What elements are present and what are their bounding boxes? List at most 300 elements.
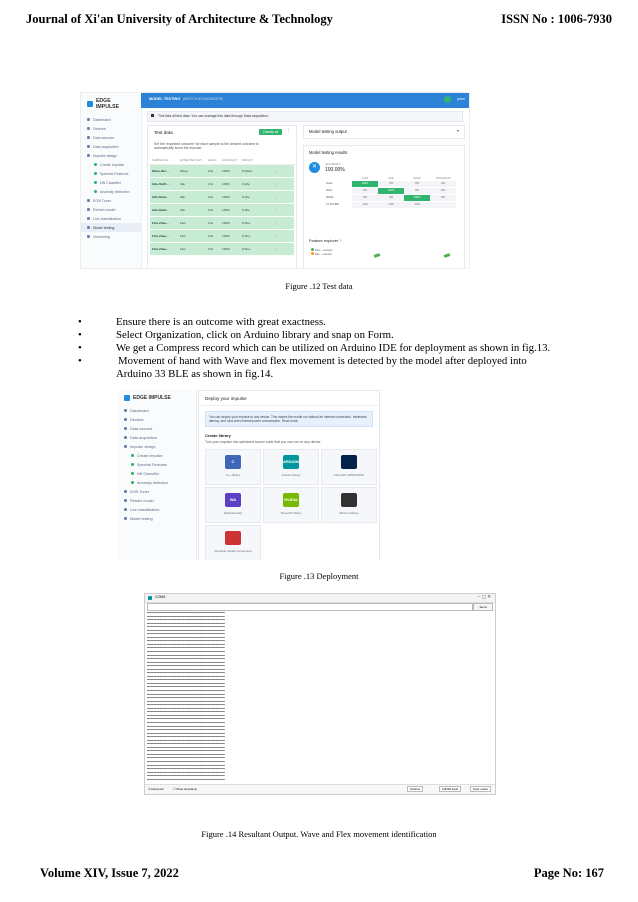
devices-icon	[87, 127, 90, 130]
table-cell: 9 Flex	[242, 233, 251, 238]
matrix-col-label: UNCERTAIN	[435, 177, 451, 180]
row-menu-icon[interactable]: ⋮	[274, 233, 278, 238]
matrix-row	[326, 194, 458, 201]
sidebar-item-live-classification[interactable]	[118, 505, 196, 514]
log-line: ▬▬▬▬▬▬▬▬▬▬▬▬▬▬▬▬▬▬▬▬▬▬▬▬▬▬▬▬▬▬▬▬▬▬▬▬▬▬▬▬▬▬▬▬▬▬▬▬▬▬	[147, 738, 225, 742]
avatar[interactable]	[444, 96, 451, 103]
checkbox-icon	[151, 114, 154, 117]
log-line: ▬▬▬▬▬▬▬▬▬▬▬▬▬▬▬▬▬▬▬▬▬▬▬▬▬▬▬▬▬▬▬▬▬▬▬▬▬▬▬▬▬▬▬▬▬▬▬▬▬▬	[147, 713, 225, 717]
page-title: MODEL TESTING	[149, 97, 181, 101]
table-row[interactable]	[150, 165, 294, 178]
accuracy-label: ACCURACY	[325, 162, 341, 166]
live-classification-icon	[87, 217, 90, 220]
list-item: • Movement of hand with Wave and flex movement is detected by the model after deployed into	[78, 355, 527, 367]
column-header: SAMPLE NA...	[152, 157, 171, 162]
chevron-down-icon[interactable]: ▾	[456, 128, 459, 133]
table-cell: 100%	[222, 194, 230, 199]
row-menu-icon[interactable]: ⋮	[274, 168, 278, 173]
sidebar-item-label: Data acquisition	[93, 144, 119, 149]
matrix-col-label: IDLE	[388, 177, 394, 180]
line-ending-select[interactable]: Newline	[407, 786, 423, 792]
table-cell: 9 Idle	[242, 194, 250, 199]
sidebar-item-label: Data sources	[130, 426, 153, 431]
table-cell: 9 Flex	[242, 246, 251, 251]
sidebar-item-impulse-design[interactable]	[81, 151, 141, 160]
sidebar-item-label: Model testing	[93, 225, 115, 230]
info-box: You can deploy your impulse to any device. This makes the model run without an internet connection, minimizes latency, and runs with minimal power consumption. Read more.	[205, 411, 373, 427]
sidebar-item-dashboard[interactable]	[81, 115, 141, 124]
card-title: Test data	[154, 130, 173, 135]
library-tile-c-library[interactable]	[205, 449, 261, 485]
page-footer	[40, 866, 604, 881]
dashboard-icon	[87, 118, 90, 121]
ethos-u-library-icon	[341, 493, 357, 507]
versioning-icon	[87, 235, 90, 238]
sidebar-item-label: Create impulse	[137, 453, 163, 458]
window-title: COM3	[155, 595, 166, 599]
library-tile-cube-mx-cmsis-pack[interactable]	[321, 449, 377, 485]
table-cell: 9 Idle	[242, 181, 250, 186]
matrix-cell: 100%	[404, 195, 430, 201]
matrix-cell: 0%	[430, 188, 456, 194]
sidebar-item-label: Live classification	[93, 216, 121, 221]
data-sources-icon	[87, 136, 90, 139]
sidebar-item-label: Dashboard	[130, 408, 149, 413]
matrix-row-label: WAVE	[326, 195, 334, 199]
log-line: ▬▬▬▬▬▬▬▬▬▬▬▬▬▬▬▬▬▬▬▬▬▬▬▬▬▬▬▬▬▬▬▬▬▬▬▬▬▬▬▬▬▬▬▬▬▬▬▬▬▬	[147, 696, 225, 700]
baud-select[interactable]: 115200 baud	[439, 786, 461, 792]
log-line: ▬▬▬▬▬▬▬▬▬▬▬▬▬▬▬▬▬▬▬▬▬▬▬▬▬▬▬▬▬▬▬▬▬▬▬▬▬▬▬▬▬▬▬▬▬▬▬▬▬▬	[147, 681, 225, 685]
test-data-table	[148, 156, 296, 256]
sidebar-item-devices[interactable]	[118, 415, 196, 424]
serial-output	[147, 611, 493, 784]
table-cell: Flex.2bae...	[152, 233, 169, 238]
tile-label: Cube.MX CMSIS-PACK	[333, 473, 365, 478]
confusion-matrix	[326, 177, 458, 208]
matrix-cell: 1.00	[378, 202, 404, 208]
volume-issue: Volume XIV, Issue 7, 2022	[40, 866, 179, 880]
library-tile-webassembly[interactable]	[205, 487, 261, 523]
log-line: ▬▬▬▬▬▬▬▬▬▬▬▬▬▬▬▬▬▬▬▬▬▬▬▬▬▬▬▬▬▬▬▬▬▬▬▬▬▬▬▬▬▬▬▬▬▬▬▬▬▬	[147, 621, 225, 625]
table-cell: Wave.2bc...	[152, 168, 169, 173]
sidebar-item-spectral-features[interactable]	[118, 460, 196, 469]
log-line: ▬▬▬▬▬▬▬▬▬▬▬▬▬▬▬▬▬▬▬▬▬▬▬▬▬▬▬▬▬▬▬▬▬▬▬▬▬▬▬▬▬▬▬▬▬▬▬▬▬▬	[147, 699, 225, 703]
log-line: ▬▬▬▬▬▬▬▬▬▬▬▬▬▬▬▬▬▬▬▬▬▬▬▬▬▬▬▬▬▬▬▬▬▬▬▬▬▬▬▬▬▬▬▬▬▬▬▬▬▬	[147, 674, 225, 678]
list-item: • We get a Compress record which can be utilized on Arduino IDE for deployment as shown in fig.13.	[78, 342, 551, 354]
matrix-cell: 0%	[352, 188, 378, 194]
library-tile-ethos-u-library[interactable]	[321, 487, 377, 523]
deploy-panel	[198, 390, 380, 560]
log-line: ▬▬▬▬▬▬▬▬▬▬▬▬▬▬▬▬▬▬▬▬▬▬▬▬▬▬▬▬▬▬▬▬▬▬▬▬▬▬▬▬▬▬▬▬▬▬▬▬▬▬	[147, 703, 225, 707]
sidebar-item-create-impulse[interactable]	[118, 451, 196, 460]
log-line: ▬▬▬▬▬▬▬▬▬▬▬▬▬▬▬▬▬▬▬▬▬▬▬▬▬▬▬▬▬▬▬▬▬▬▬▬▬▬▬▬▬▬▬▬▬▬▬▬▬▬	[147, 664, 225, 668]
log-line: ▬▬▬▬▬▬▬▬▬▬▬▬▬▬▬▬▬▬▬▬▬▬▬▬▬▬▬▬▬▬▬▬▬▬▬▬▬▬▬▬▬▬▬▬▬▬▬▬▬▬	[147, 706, 225, 710]
sidebar-item-model-testing[interactable]	[118, 514, 196, 523]
sidebar-item-model-testing[interactable]	[81, 223, 141, 232]
cube-mx-cmsis-pack-icon	[341, 455, 357, 469]
matrix-cell: 0%	[430, 181, 456, 187]
table-row[interactable]	[150, 230, 294, 243]
table-cell: Idle.2befh...	[152, 181, 170, 186]
matrix-cell	[430, 202, 456, 208]
sidebar-item-devices[interactable]	[81, 124, 141, 133]
retrain-model-icon	[87, 208, 90, 211]
sidebar-nav	[81, 115, 141, 241]
tensorrt-library-icon: NVIDIA	[283, 493, 299, 507]
accuracy-icon: ✕	[309, 162, 320, 173]
user-name: prem	[457, 97, 465, 101]
matrix-row-label: FLEX	[326, 181, 333, 185]
log-line: ▬▬▬▬▬▬▬▬▬▬▬▬▬▬▬▬▬▬▬▬▬▬▬▬▬▬▬▬▬▬▬▬▬▬▬▬▬▬▬▬▬▬▬▬▬▬▬▬▬▬	[147, 685, 225, 689]
matrix-cell: 0%	[352, 195, 378, 201]
sidebar-item-label: Retrain model	[130, 498, 154, 503]
sidebar-item-label: Versioning	[93, 234, 110, 239]
table-cell: 100%	[222, 168, 230, 173]
table-cell: 13s	[208, 207, 213, 212]
log-line: ▬▬▬▬▬▬▬▬▬▬▬▬▬▬▬▬▬▬▬▬▬▬▬▬▬▬▬▬▬▬▬▬▬▬▬▬▬▬▬▬▬▬▬▬▬▬▬▬▬▬	[147, 763, 225, 767]
log-line: ▬▬▬▬▬▬▬▬▬▬▬▬▬▬▬▬▬▬▬▬▬▬▬▬▬▬▬▬▬▬▬▬▬▬▬▬▬▬▬▬▬▬▬▬▬▬▬▬▬▬	[147, 628, 225, 632]
table-row[interactable]	[150, 217, 294, 230]
matrix-cell: 0%	[378, 181, 404, 187]
log-line: ▬▬▬▬▬▬▬▬▬▬▬▬▬▬▬▬▬▬▬▬▬▬▬▬▬▬▬▬▬▬▬▬▬▬▬▬▬▬▬▬▬▬▬▬▬▬▬▬▬▬	[147, 692, 225, 696]
table-cell: 100%	[222, 181, 230, 186]
section-description: Turn your impulse into optimized source code that you can run on any device.	[205, 440, 322, 445]
eon-tuner-icon	[87, 199, 90, 202]
log-line: ▬▬▬▬▬▬▬▬▬▬▬▬▬▬▬▬▬▬▬▬▬▬▬▬▬▬▬▬▬▬▬▬▬▬▬▬▬▬▬▬▬▬▬▬▬▬▬▬▬▬	[147, 720, 225, 724]
log-line: ▬▬▬▬▬▬▬▬▬▬▬▬▬▬▬▬▬▬▬▬▬▬▬▬▬▬▬▬▬▬▬▬▬▬▬▬▬▬▬▬▬▬▬▬▬▬▬▬▬▬	[147, 756, 225, 760]
row-menu-icon[interactable]: ⋮	[274, 194, 278, 199]
figure-14-screenshot	[144, 593, 496, 795]
log-line: ▬▬▬▬▬▬▬▬▬▬▬▬▬▬▬▬▬▬▬▬▬▬▬▬▬▬▬▬▬▬▬▬▬▬▬▬▬▬▬▬▬▬▬▬▬▬▬▬▬▬	[147, 635, 225, 639]
info-notice: This lists all test data. You can manage this data through Data acquisition.	[147, 111, 463, 122]
data-acquisition-icon	[87, 145, 90, 148]
table-cell: 100%	[222, 233, 230, 238]
create-impulse-icon	[131, 454, 134, 457]
table-row[interactable]	[150, 204, 294, 217]
log-line: ▬▬▬▬▬▬▬▬▬▬▬▬▬▬▬▬▬▬▬▬▬▬▬▬▬▬▬▬▬▬▬▬▬▬▬▬▬▬▬▬▬▬▬▬▬▬▬▬▬▬	[147, 660, 225, 664]
page-header	[26, 12, 612, 27]
sidebar-item-eon-tuner[interactable]	[118, 487, 196, 496]
matrix-cell: 100%	[352, 181, 378, 187]
sidebar-item-label: Devices	[130, 417, 144, 422]
dashboard-icon	[124, 409, 127, 412]
title-bar	[145, 594, 495, 603]
figure-12-screenshot	[80, 92, 470, 269]
retrain-model-icon	[124, 499, 127, 502]
sidebar-item-retrain-model[interactable]	[118, 496, 196, 505]
journal-name: Journal of Xi'an University of Architecture & Technology	[26, 12, 333, 26]
brand-logo: EDGE IMPULSE	[118, 390, 196, 406]
matrix-cell: 100%	[378, 188, 404, 194]
table-cell: Flex.2bae...	[152, 246, 169, 251]
matrix-cell: 0%	[430, 195, 456, 201]
sidebar-item-data-acquisition[interactable]	[118, 433, 196, 442]
sidebar	[118, 390, 197, 560]
sidebar-item-data-sources[interactable]	[81, 133, 141, 142]
matrix-row	[326, 180, 458, 187]
panel-title: Deploy your impulse	[199, 391, 379, 406]
table-cell: 13s	[208, 220, 213, 225]
create-impulse-icon	[94, 163, 97, 166]
legend: Flex - correct Idle - correct	[311, 248, 332, 256]
c-library-icon: C	[225, 455, 241, 469]
table-cell: 9 Idle	[242, 207, 250, 212]
log-line: ▬▬▬▬▬▬▬▬▬▬▬▬▬▬▬▬▬▬▬▬▬▬▬▬▬▬▬▬▬▬▬▬▬▬▬▬▬▬▬▬▬▬▬▬▬▬▬▬▬▬	[147, 759, 225, 763]
table-cell: 13s	[208, 181, 213, 186]
spectral-features-icon	[94, 172, 97, 175]
issn: ISSN No : 1006-7930	[501, 12, 612, 26]
model-testing-icon	[124, 517, 127, 520]
log-line: ▬▬▬▬▬▬▬▬▬▬▬▬▬▬▬▬▬▬▬▬▬▬▬▬▬▬▬▬▬▬▬▬▬▬▬▬▬▬▬▬▬▬▬▬▬▬▬▬▬▬	[147, 667, 225, 671]
sidebar-item-label: Live classification	[130, 507, 160, 512]
sidebar-item-label: Devices	[93, 126, 106, 131]
spectral-features-icon	[131, 463, 134, 466]
log-line: ▬▬▬▬▬▬▬▬▬▬▬▬▬▬▬▬▬▬▬▬▬▬▬▬▬▬▬▬▬▬▬▬▬▬▬▬▬▬▬▬▬▬▬▬▬▬▬▬▬▬	[147, 724, 225, 728]
devices-icon	[124, 418, 127, 421]
matrix-cell: 1.00	[404, 202, 430, 208]
log-line: ▬▬▬▬▬▬▬▬▬▬▬▬▬▬▬▬▬▬▬▬▬▬▬▬▬▬▬▬▬▬▬▬▬▬▬▬▬▬▬▬▬▬▬▬▬▬▬▬▬▬	[147, 646, 225, 650]
column-header: ACCURACY	[222, 157, 238, 162]
table-cell: Wave	[180, 168, 188, 173]
log-line: ▬▬▬▬▬▬▬▬▬▬▬▬▬▬▬▬▬▬▬▬▬▬▬▬▬▬▬▬▬▬▬▬▬▬▬▬▬▬▬▬▬▬▬▬▬▬▬▬▬▬	[147, 625, 225, 629]
matrix-row	[326, 201, 458, 208]
log-line: ▬▬▬▬▬▬▬▬▬▬▬▬▬▬▬▬▬▬▬▬▬▬▬▬▬▬▬▬▬▬▬▬▬▬▬▬▬▬▬▬▬▬▬▬▬▬▬▬▬▬	[147, 745, 225, 749]
table-cell: Idle.2befh...	[152, 207, 170, 212]
log-line: ▬▬▬▬▬▬▬▬▬▬▬▬▬▬▬▬▬▬▬▬▬▬▬▬▬▬▬▬▬▬▬▬▬▬▬▬▬▬▬▬▬▬▬▬▬▬▬▬▬▬	[147, 650, 225, 654]
log-line: ▬▬▬▬▬▬▬▬▬▬▬▬▬▬▬▬▬▬▬▬▬▬▬▬▬▬▬▬▬▬▬▬▬▬▬▬▬▬▬▬▬▬▬▬▬▬▬▬▬▬	[147, 678, 225, 682]
matrix-cell: 0%	[404, 188, 430, 194]
data-sources-icon	[124, 427, 127, 430]
output-panel[interactable]: Model testing output ▾	[303, 125, 465, 139]
sidebar-nav	[118, 406, 196, 523]
sidebar-item-label: Anomaly detection	[137, 480, 169, 485]
live-classification-icon	[124, 508, 127, 511]
sidebar	[81, 93, 142, 268]
table-cell: 8 Wave	[242, 168, 253, 173]
send-button[interactable]: Send	[473, 603, 493, 611]
results-panel	[303, 145, 465, 269]
sidebar-item-versioning[interactable]	[81, 232, 141, 241]
tile-label: Simplicity Studio Component	[214, 549, 252, 554]
scatter-cluster	[374, 253, 381, 258]
sidebar-item-anomaly-detection[interactable]	[81, 187, 141, 196]
log-line: ▬▬▬▬▬▬▬▬▬▬▬▬▬▬▬▬▬▬▬▬▬▬▬▬▬▬▬▬▬▬▬▬▬▬▬▬▬▬▬▬▬▬▬▬▬▬▬▬▬▬	[147, 717, 225, 721]
log-line: ▬▬▬▬▬▬▬▬▬▬▬▬▬▬▬▬▬▬▬▬▬▬▬▬▬▬▬▬▬▬▬▬▬▬▬▬▬▬▬▬▬▬▬▬▬▬▬▬▬▬	[147, 653, 225, 657]
nn-classifier-icon	[131, 472, 134, 475]
sidebar-item-create-impulse[interactable]	[81, 160, 141, 169]
window-controls[interactable]: – ▢ ✕	[477, 594, 491, 599]
matrix-col-label: WAVE	[413, 177, 421, 180]
table-cell: 13s	[208, 168, 213, 173]
row-menu-icon[interactable]: ⋮	[274, 246, 278, 251]
sidebar-item-spectral-features[interactable]	[81, 169, 141, 178]
project-name: (SKETCH NO INCUBATOR)	[183, 97, 224, 101]
log-line: ▬▬▬▬▬▬▬▬▬▬▬▬▬▬▬▬▬▬▬▬▬▬▬▬▬▬▬▬▬▬▬▬▬▬▬▬▬▬▬▬▬▬▬▬▬▬▬▬▬▬	[147, 642, 225, 646]
section-title: Create library	[205, 433, 231, 439]
test-data-card	[147, 125, 297, 269]
log-line: ▬▬▬▬▬▬▬▬▬▬▬▬▬▬▬▬▬▬▬▬▬▬▬▬▬▬▬▬▬▬▬▬▬▬▬▬▬▬▬▬▬▬▬▬▬▬▬▬▬▬	[147, 614, 225, 618]
log-line: ▬▬▬▬▬▬▬▬▬▬▬▬▬▬▬▬▬▬▬▬▬▬▬▬▬▬▬▬▬▬▬▬▬▬▬▬▬▬▬▬▬▬▬▬▬▬▬▬▬▬	[147, 735, 225, 739]
sidebar-item-impulse-design[interactable]	[118, 442, 196, 451]
table-cell: 100%	[222, 246, 230, 251]
table-cell: 13s	[208, 246, 213, 251]
sidebar-item-retrain-model[interactable]	[81, 205, 141, 214]
feature-explorer-title: Feature explorer ?	[309, 238, 342, 243]
sidebar-item-label: Create impulse	[100, 162, 125, 167]
row-menu-icon[interactable]: ⋮	[274, 207, 278, 212]
impulse-design-icon	[124, 445, 127, 448]
classify-all-button[interactable]: Classify all	[259, 129, 282, 135]
log-line: ▬▬▬▬▬▬▬▬▬▬▬▬▬▬▬▬▬▬▬▬▬▬▬▬▬▬▬▬▬▬▬▬▬▬▬▬▬▬▬▬▬▬▬▬▬▬▬▬▬▬	[147, 728, 225, 732]
sidebar-item-label: Anomaly detection	[100, 189, 130, 194]
matrix-col-label: FLEX	[361, 177, 369, 180]
model-testing-icon	[87, 226, 90, 229]
sidebar-item-nn-classifier[interactable]	[118, 469, 196, 478]
brand-logo: EDGE IMPULSE	[81, 93, 141, 115]
figure-14-caption: Figure .14 Resultant Output. Wave and Flex movement identification	[201, 829, 437, 839]
webassembly-icon: WA	[225, 493, 241, 507]
log-line: ▬▬▬▬▬▬▬▬▬▬▬▬▬▬▬▬▬▬▬▬▬▬▬▬▬▬▬▬▬▬▬▬▬▬▬▬▬▬▬▬▬▬▬▬▬▬▬▬▬▬	[147, 632, 225, 636]
anomaly-detection-icon	[131, 481, 134, 484]
clear-output-button[interactable]: Clear output	[470, 786, 491, 792]
status-bar	[145, 784, 495, 794]
table-row[interactable]	[150, 191, 294, 204]
matrix-cell: 0%	[404, 181, 430, 187]
arduino-library-icon: ARDUINO	[283, 455, 299, 469]
table-header	[148, 156, 296, 165]
sidebar-item-label: Dashboard	[93, 117, 111, 122]
sidebar-item-label: Model testing	[130, 516, 153, 521]
table-cell: Flex	[180, 220, 186, 225]
sidebar-item-label: Data acquisition	[130, 435, 158, 440]
log-line: ▬▬▬▬▬▬▬▬▬▬▬▬▬▬▬▬▬▬▬▬▬▬▬▬▬▬▬▬▬▬▬▬▬▬▬▬▬▬▬▬▬▬▬▬▬▬▬▬▬▬	[147, 689, 225, 693]
sidebar-item-label: EON Tuner	[130, 489, 149, 494]
sidebar-item-anomaly-detection[interactable]	[118, 478, 196, 487]
eon-tuner-icon	[124, 490, 127, 493]
list-item: • Select Organization, click on Arduino library and snap on Form.	[78, 329, 394, 341]
card-description: Set the 'expected outcome' for each sample to the desired outcome to automatically score the impulse.	[154, 142, 259, 151]
table-cell: Idle	[180, 207, 185, 212]
log-line: ▬▬▬▬▬▬▬▬▬▬▬▬▬▬▬▬▬▬▬▬▬▬▬▬▬▬▬▬▬▬▬▬▬▬▬▬▬▬▬▬▬▬▬▬▬▬▬▬▬▬	[147, 774, 225, 778]
list-item: • Ensure there is an outcome with great exactness.	[78, 316, 326, 328]
table-cell: 13s	[208, 194, 213, 199]
row-menu-icon[interactable]: ⋮	[274, 220, 278, 225]
anomaly-detection-icon	[94, 190, 97, 193]
accuracy-value: 100.00%	[325, 167, 345, 173]
results-title: Model testing results	[309, 150, 348, 155]
tile-label: Ethos-U library	[339, 511, 359, 516]
table-row[interactable]	[150, 243, 294, 256]
more-icon[interactable]: ⋮	[286, 128, 291, 134]
sidebar-item-label: Impulse design	[93, 153, 118, 158]
table-cell: Flex	[180, 233, 186, 238]
table-cell: Idle	[180, 194, 185, 199]
matrix-row-label: IDLE	[326, 188, 332, 192]
data-acquisition-icon	[124, 436, 127, 439]
sidebar-item-eon-tuner[interactable]	[81, 196, 141, 205]
figure-13-screenshot	[118, 390, 380, 560]
library-tile-arduino-library[interactable]	[263, 449, 319, 485]
log-line: ▬▬▬▬▬▬▬▬▬▬▬▬▬▬▬▬▬▬▬▬▬▬▬▬▬▬▬▬▬▬▬▬▬▬▬▬▬▬▬▬▬▬▬▬▬▬▬▬▬▬	[147, 777, 225, 781]
log-line: ▬▬▬▬▬▬▬▬▬▬▬▬▬▬▬▬▬▬▬▬▬▬▬▬▬▬▬▬▬▬▬▬▬▬▬▬▬▬▬▬▬▬▬▬▬▬▬▬▬▬	[147, 671, 225, 675]
table-row[interactable]	[150, 178, 294, 191]
table-cell: Idle.2befe...	[152, 194, 169, 199]
serial-input[interactable]	[147, 603, 473, 611]
table-cell: Flex.2bae...	[152, 220, 169, 225]
sidebar-item-label: Impulse design	[130, 444, 156, 449]
column-header: EXPECTED OUT...	[180, 157, 204, 162]
log-line: ▬▬▬▬▬▬▬▬▬▬▬▬▬▬▬▬▬▬▬▬▬▬▬▬▬▬▬▬▬▬▬▬▬▬▬▬▬▬▬▬▬▬▬▬▬▬▬▬▬▬	[147, 770, 225, 774]
column-header: LENG...	[208, 157, 218, 162]
nn-classifier-icon	[94, 181, 97, 184]
library-tile-simplicity-studio-component[interactable]	[205, 525, 261, 560]
sidebar-item-nn-classifier[interactable]	[81, 178, 141, 187]
sidebar-item-label: Retrain model	[93, 207, 116, 212]
column-header: RESULT	[242, 157, 253, 162]
app-icon	[148, 596, 152, 600]
matrix-cell: 0%	[378, 195, 404, 201]
log-line: ▬▬▬▬▬▬▬▬▬▬▬▬▬▬▬▬▬▬▬▬▬▬▬▬▬▬▬▬▬▬▬▬▬▬▬▬▬▬▬▬▬▬▬▬▬▬▬▬▬▬	[147, 767, 225, 771]
tile-label: C++ library	[225, 473, 241, 478]
autoscroll-checkbox[interactable]: ☑ Autoscroll	[148, 787, 164, 791]
table-cell: 100%	[222, 207, 230, 212]
row-menu-icon[interactable]: ⋮	[274, 181, 278, 186]
figure-13-caption: Figure .13 Deployment	[279, 571, 359, 581]
sidebar-item-label: Spectral Features	[100, 171, 129, 176]
table-cell: Flex	[180, 246, 186, 251]
scatter-cluster	[444, 253, 451, 258]
log-line: ▬▬▬▬▬▬▬▬▬▬▬▬▬▬▬▬▬▬▬▬▬▬▬▬▬▬▬▬▬▬▬▬▬▬▬▬▬▬▬▬▬▬▬▬▬▬▬▬▬▬	[147, 657, 225, 661]
bullet-list	[70, 316, 590, 381]
log-line: ▬▬▬▬▬▬▬▬▬▬▬▬▬▬▬▬▬▬▬▬▬▬▬▬▬▬▬▬▬▬▬▬▬▬▬▬▬▬▬▬▬▬▬▬▬▬▬▬▬▬	[147, 611, 225, 614]
tile-label: Arduino library	[281, 473, 301, 478]
log-line: ▬▬▬▬▬▬▬▬▬▬▬▬▬▬▬▬▬▬▬▬▬▬▬▬▬▬▬▬▬▬▬▬▬▬▬▬▬▬▬▬▬▬▬▬▬▬▬▬▬▬	[147, 752, 225, 756]
sidebar-item-data-sources[interactable]	[118, 424, 196, 433]
log-line: ▬▬▬▬▬▬▬▬▬▬▬▬▬▬▬▬▬▬▬▬▬▬▬▬▬▬▬▬▬▬▬▬▬▬▬▬▬▬▬▬▬▬▬▬▬▬▬▬▬▬	[147, 742, 225, 746]
log-line: ▬▬▬▬▬▬▬▬▬▬▬▬▬▬▬▬▬▬▬▬▬▬▬▬▬▬▬▬▬▬▬▬▬▬▬▬▬▬▬▬▬▬▬▬▬▬▬▬▬▬	[147, 749, 225, 753]
matrix-cell: 1.00	[352, 202, 378, 208]
log-line: ▬▬▬▬▬▬▬▬▬▬▬▬▬▬▬▬▬▬▬▬▬▬▬▬▬▬▬▬▬▬▬▬▬▬▬▬▬▬▬▬▬▬▬▬▬▬▬▬▬▬	[147, 639, 225, 643]
tile-label: WebAssembly	[223, 511, 243, 516]
figure-12-caption: Figure .12 Test data	[285, 281, 353, 291]
top-bar	[141, 93, 469, 108]
impulse-design-icon	[87, 154, 90, 157]
log-line: ▬▬▬▬▬▬▬▬▬▬▬▬▬▬▬▬▬▬▬▬▬▬▬▬▬▬▬▬▬▬▬▬▬▬▬▬▬▬▬▬▬▬▬▬▬▬▬▬▬▬	[147, 731, 225, 735]
sidebar-item-label: Spectral Features	[137, 462, 167, 467]
table-cell: Idle	[180, 181, 185, 186]
table-cell: 100%	[222, 220, 230, 225]
simplicity-studio-component-icon	[225, 531, 241, 545]
sidebar-item-label: NN Classifier	[137, 471, 160, 476]
help-icon: ?	[339, 238, 342, 243]
sidebar-item-label: NN Classifier	[100, 180, 121, 185]
log-line: ▬▬▬▬▬▬▬▬▬▬▬▬▬▬▬▬▬▬▬▬▬▬▬▬▬▬▬▬▬▬▬▬▬▬▬▬▬▬▬▬▬▬▬▬▬▬▬▬▬▬	[147, 618, 225, 622]
library-tile-tensorrt-library[interactable]	[263, 487, 319, 523]
matrix-row	[326, 187, 458, 194]
table-cell: 9 Flex	[242, 220, 251, 225]
sidebar-item-dashboard[interactable]	[118, 406, 196, 415]
matrix-row-label: F1 SCORE	[326, 202, 339, 206]
page-number: Page No: 167	[533, 866, 604, 880]
tile-label: TensorRT library	[280, 511, 302, 516]
sidebar-item-live-classification[interactable]	[81, 214, 141, 223]
sidebar-item-label: Data sources	[93, 135, 115, 140]
log-line: ▬▬▬▬▬▬▬▬▬▬▬▬▬▬▬▬▬▬▬▬▬▬▬▬▬▬▬▬▬▬▬▬▬▬▬▬▬▬▬▬▬▬▬▬▬▬▬▬▬▬	[147, 710, 225, 714]
timestamp-checkbox[interactable]: ☐ Show timestamp	[173, 787, 197, 791]
sidebar-item-label: EON Tuner	[93, 198, 111, 203]
sidebar-item-data-acquisition[interactable]	[81, 142, 141, 151]
table-cell: 13s	[208, 233, 213, 238]
